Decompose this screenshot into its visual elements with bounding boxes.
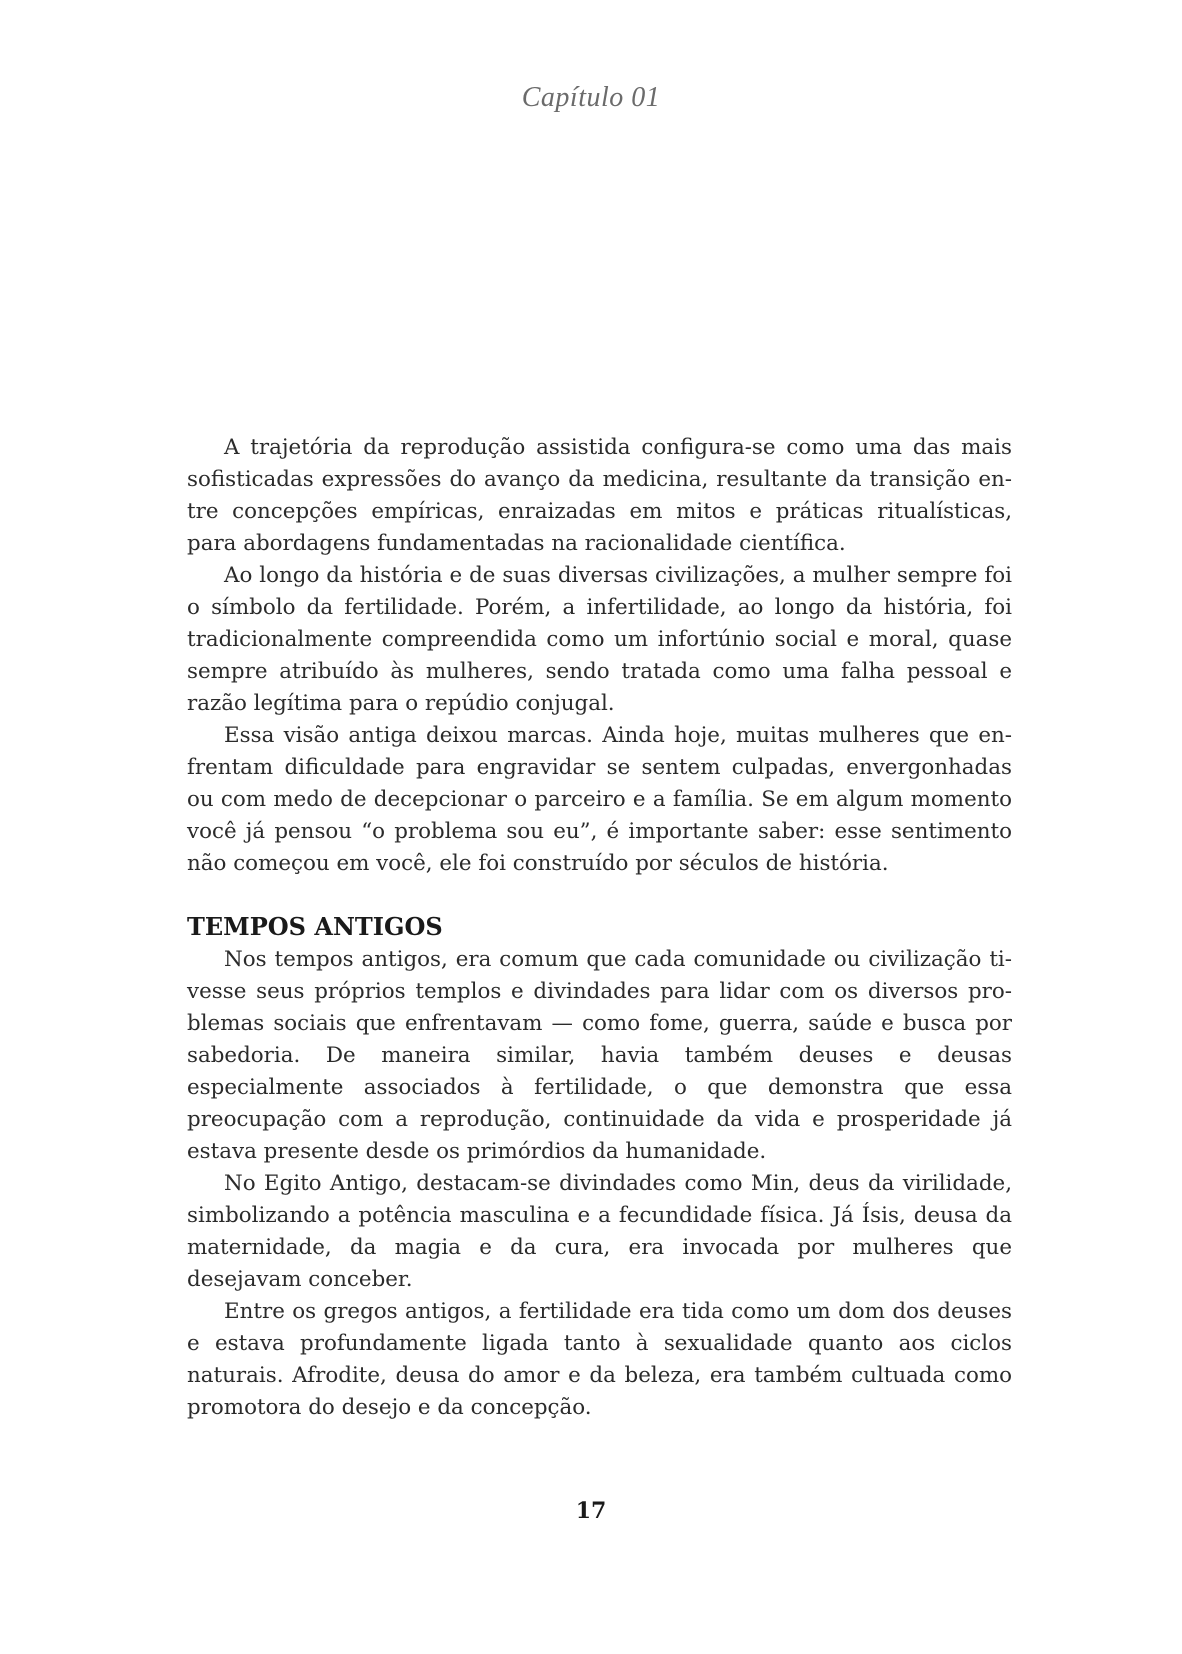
paragraph: No Egito Antigo, destacam-se divindades como Min, deus da virilidade, simbolizando a potência masculina e a fecundidade física. Já Ísis, deusa da maternidade, da magia e da cura, era invocada por mulheres que desejavam conceber. xyxy=(187,1171,1012,1292)
paragraph: Essa visão antiga deixou marcas. Ainda hoje, muitas mulheres que enfrentam dificuldade para engravidar se sentem culpadas, envergonhadas ou com medo de decepcionar o parceiro e a família. Se em algum momento você já pensou “o problema sou eu”, é importante saber: esse sentimento não começou em você, ele foi construído por séculos de história. xyxy=(187,723,1012,876)
paragraph: Ao longo da história e de suas diversas civilizações, a mulher sempre foi o símbolo da fertilidade. Porém, a infertilidade, ao longo da história, foi tradicionalmente compreendida como um infortúnio social e moral, quase sempre atribuído às mulheres, sendo tratada como uma falha pessoal e razão legítima para o repúdio conjugal. xyxy=(187,563,1012,716)
paragraph: A trajetória da reprodução assistida configura-se como uma das mais sofisticadas expressões do avanço da medicina, resultante da transição entre concepções empíricas, enraizadas em mitos e práticas ritualísticas, para abordagens fundamentadas na racionalidade científica. xyxy=(187,435,1012,556)
chapter-heading: Capítulo 01 xyxy=(521,82,661,113)
body-text xyxy=(187,432,1012,1424)
paragraph: Nos tempos antigos, era comum que cada comunidade ou civilização tivesse seus próprios templos e divindades para lidar com os diversos problemas sociais que enfrentavam — como fome, guerra, saúde e busca por sabedoria. De maneira similar, havia também deuses e deusas especialmente associados à fertilidade, o que demonstra que essa preocupação com a reprodução, continuidade da vida e prosperidade já estava presente desde os primórdios da humanidade. xyxy=(187,947,1012,1164)
section-title: TEMPOS ANTIGOS xyxy=(187,912,443,941)
page-number: 17 xyxy=(575,1498,607,1524)
paragraph: Entre os gregos antigos, a fertilidade era tida como um dom dos deuses e estava profundamente ligada tanto à sexualidade quanto aos ciclos naturais. Afrodite, deusa do amor e da beleza, era também cultuada como promotora do desejo e da concepção. xyxy=(187,1299,1012,1420)
